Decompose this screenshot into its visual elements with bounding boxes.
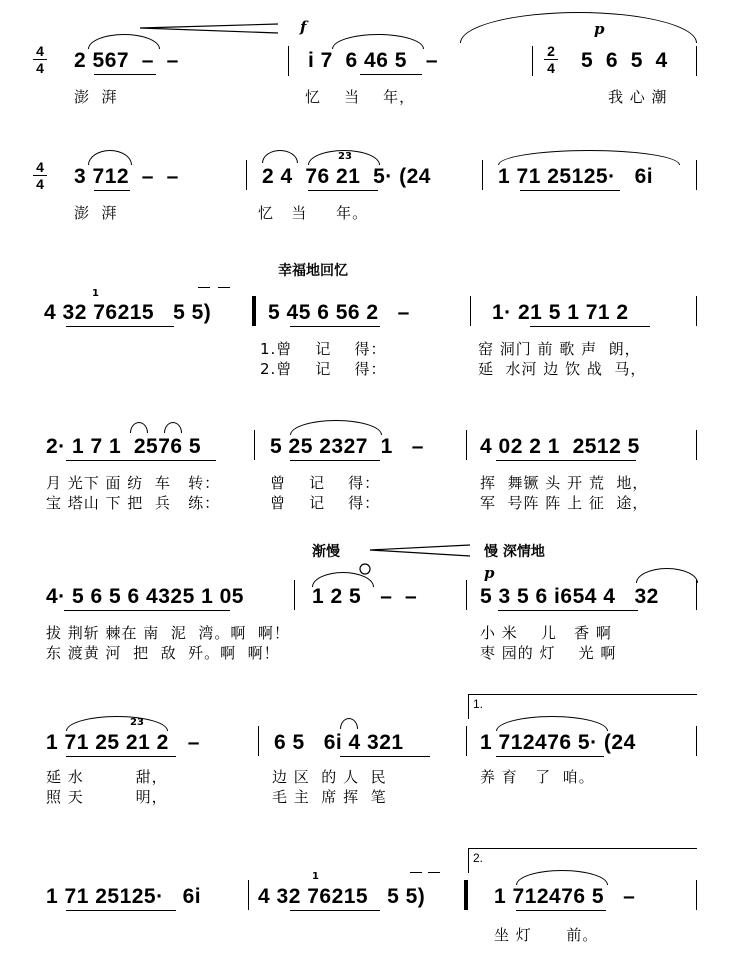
ts-numerator: 4 — [36, 43, 44, 59]
grace-note-1: 1 — [312, 871, 319, 882]
row3-measure3-notes: 1· 21 5 1 71 2 — [492, 301, 629, 324]
ts-numerator: 2 — [547, 43, 555, 59]
volta-label-2: 2. — [473, 851, 484, 865]
row6-lyric-v2-2: 毛 主 席 挥 笔 — [272, 788, 387, 806]
grace-note-1: 1 — [92, 288, 99, 299]
row6-lyric-v2-1: 照 天 明， — [46, 788, 168, 806]
ts-denominator: 4 — [36, 176, 44, 192]
tempo-marking-slow: 渐慢 — [312, 544, 340, 560]
row4-measure2-notes: 5 25 2327 1 – — [270, 435, 424, 458]
row5-lyric-v2-2: 枣 园的 灯 光 啊 — [480, 644, 617, 662]
row4-measure1-notes: 2· 1 7 1 2576 5 — [46, 435, 202, 458]
grace-note-23: 23 — [130, 717, 144, 728]
row3-lyric-v2-2: 延 水河 边 饮 战 马， — [478, 360, 647, 378]
row2-lyric-2: 忆 当 年。 — [258, 204, 369, 222]
row4-lyric-v1-1: 月 光下 面 纺 车 转： — [46, 474, 221, 492]
row4-lyric-v2-3: 军 号阵 阵 上 征 途， — [480, 494, 649, 512]
dynamic-piano: p — [594, 20, 605, 38]
row7-measure2-notes: 4 32 76215 5 5) — [258, 885, 426, 908]
row2-measure1-notes: 3 712 – – — [74, 165, 179, 188]
row3-lyric-v1-1: 1.曾 记 得： — [260, 340, 387, 358]
row6-measure3-notes: 1 712476 5· (24 — [480, 731, 636, 754]
row2-measure3-notes: 1 71 25125· 6i — [498, 165, 654, 188]
row1-measure3-notes: 5 6 5 4 — [581, 49, 668, 72]
row4-lyric-v2-2: 曾 记 得： — [270, 494, 381, 512]
row5-measure1-notes: 4· 5 6 5 6 4325 1 05 — [46, 585, 244, 608]
decrescendo-hairpin — [370, 545, 470, 556]
dynamic-piano: p — [484, 564, 495, 582]
row6-lyric-v1-2: 边 区 的 人 民 — [272, 768, 387, 786]
row6-measure2-notes: 6 5 6i 4 321 — [274, 731, 404, 754]
row5-measure3-notes: 5 3 5 6 i654 4 32 — [480, 585, 659, 608]
row4-lyric-v1-3: 挥 舞镢 头 开 荒 地， — [480, 474, 649, 492]
row3-measure2-notes: 5 45 6 56 2 – — [268, 301, 410, 324]
row1-lyric-2: 忆 当 年， — [305, 88, 416, 106]
grace-note-23: 23 — [338, 151, 352, 162]
volta-label-1: 1. — [473, 697, 484, 711]
row3-lyric-v1-2: 窑 洞门 前 歌 声 朗， — [478, 340, 641, 358]
row6-lyric-v1-3: 养 育 了 咱。 — [480, 768, 595, 786]
row1-lyric-1: 澎 湃 — [74, 88, 118, 106]
decrescendo-hairpin — [140, 24, 278, 33]
row4-lyric-v2-1: 宝 塔山 下 把 兵 练： — [46, 494, 221, 512]
section-title: 幸福地回忆 — [278, 263, 348, 279]
row2-lyric-1: 澎 湃 — [74, 204, 118, 222]
ts-numerator: 4 — [36, 159, 44, 175]
row5-lyric-v1-2: 小 米 儿 香 啊 — [480, 624, 612, 642]
row7-lyric-1: 坐 灯 前。 — [494, 926, 599, 944]
fermata — [360, 564, 370, 574]
row4-lyric-v1-2: 曾 记 得： — [270, 474, 381, 492]
row5-lyric-v2-1: 东 渡黄 河 把 敌 歼。啊 啊！ — [46, 644, 280, 662]
ts-denominator: 4 — [36, 60, 44, 76]
row2-measure2-notes: 2 4 76 21 5· (24 — [262, 165, 431, 188]
row5-lyric-v1-1: 拔 荆斩 棘在 南 泥 湾。啊 啊！ — [46, 624, 290, 642]
row1-lyric-3: 我 心 潮 — [608, 88, 668, 106]
row5-measure2-notes: 1 2 5 – – — [312, 585, 418, 608]
row1-measure1-notes: 2 567 – – — [74, 49, 179, 72]
row3-lyric-v2-1: 2.曾 记 得： — [260, 360, 387, 378]
ts-denominator: 4 — [547, 60, 555, 76]
row4-measure3-notes: 4 02 2 1 2512 5 — [480, 435, 640, 458]
row3-measure1-notes: 4 32 76215 5 5) — [44, 301, 212, 324]
row6-measure1-notes: 1 71 25 21 2 – — [46, 731, 200, 754]
row7-measure1-notes: 1 71 25125· 6i — [46, 885, 202, 908]
row6-lyric-v1-1: 延 水 甜， — [46, 768, 168, 786]
row1-measure2-notes: i 7 6 46 5 – — [308, 49, 439, 72]
row7-measure3-notes: 1 712476 5 – — [494, 885, 636, 908]
tempo-marking-expressive: 慢 深情地 — [484, 544, 545, 560]
dynamic-forte: f — [300, 18, 307, 36]
